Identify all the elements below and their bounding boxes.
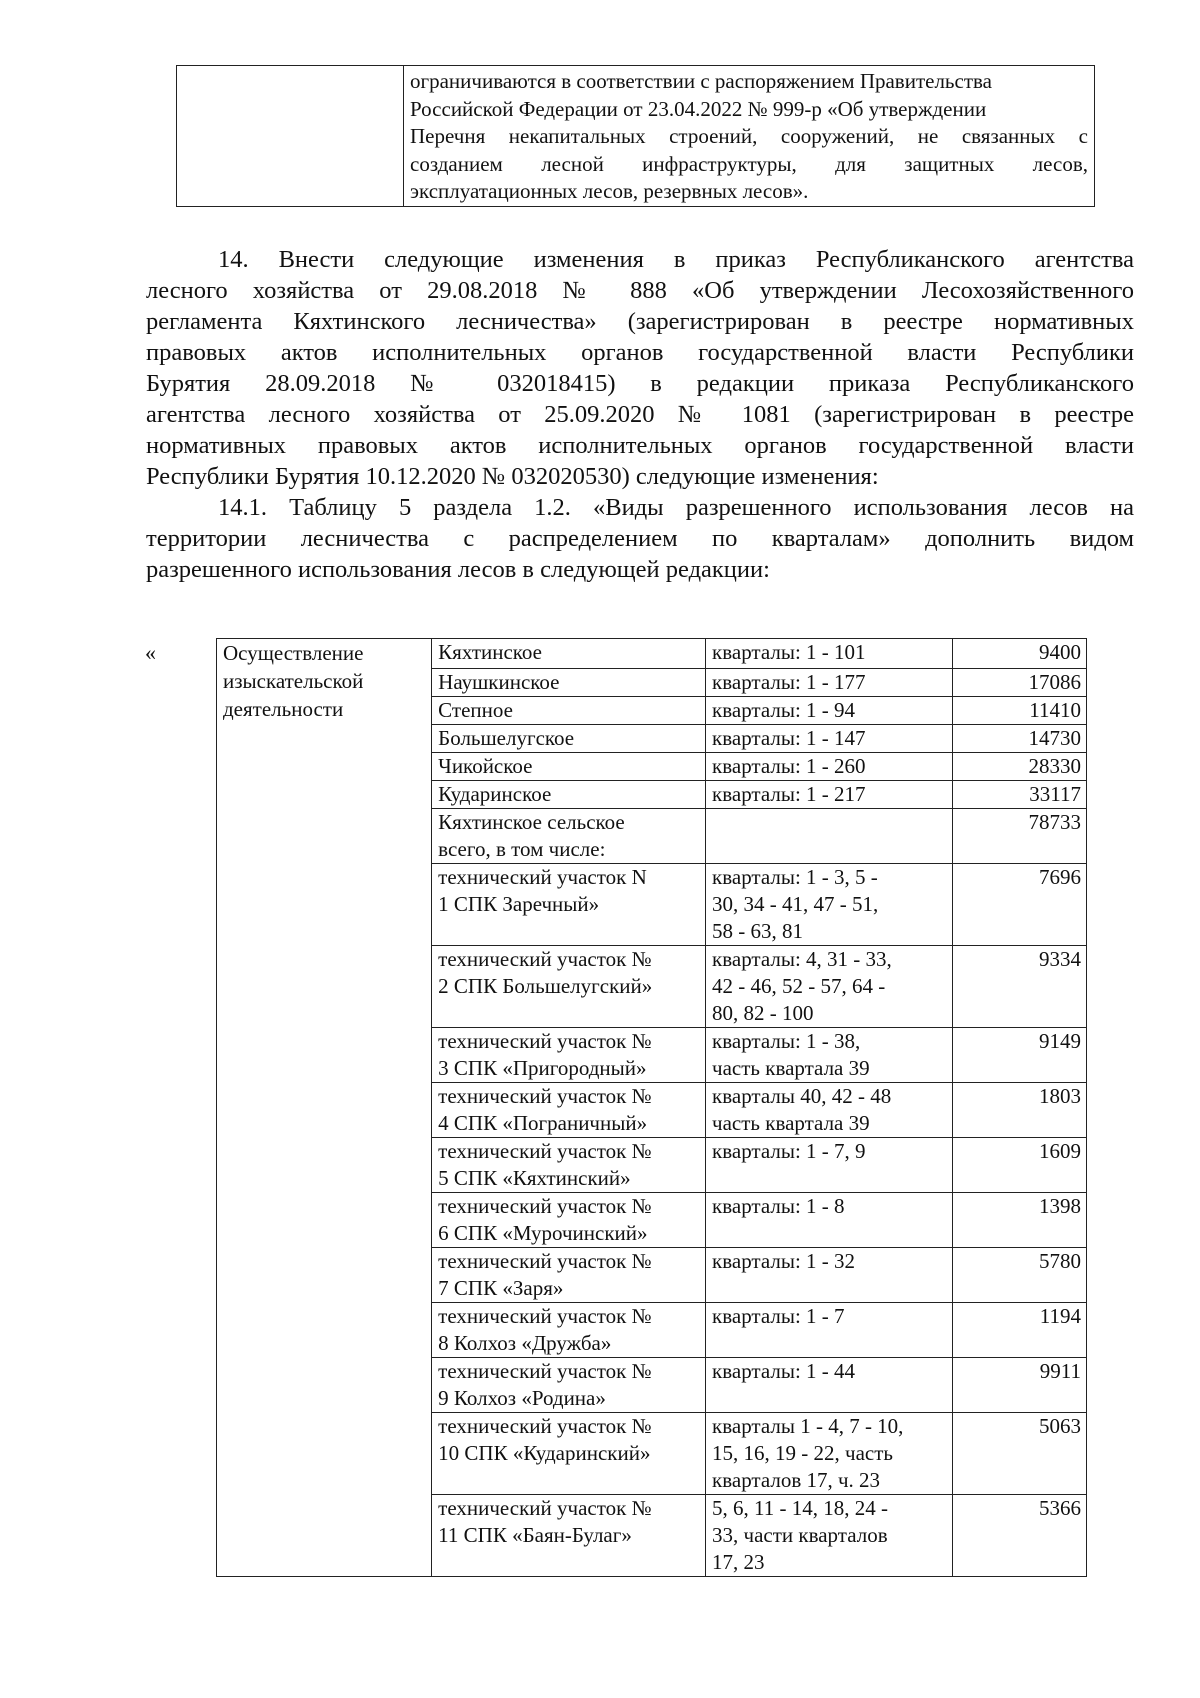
continuation-line: эксплуатационных лесов, резервных лесов». — [410, 179, 809, 203]
kvartal-line: кварталы: 1 - 94 — [712, 698, 856, 722]
kvartal-line: кварталы: 1 - 44 — [712, 1359, 856, 1383]
continuation-line: Российской Федерации от 23.04.2022 № 999-р «Об утверждении — [410, 96, 987, 121]
paragraph-line: разрешенного использования лесов в следующей редакции: — [146, 556, 770, 583]
forestry-cell — [432, 1193, 706, 1248]
kvartal-cell — [706, 946, 953, 1028]
area-cell: 9149 — [953, 1028, 1087, 1083]
paragraph-line: 14.1. Таблицу 5 раздела 1.2. «Виды разрешенного использования лесов на — [218, 494, 1134, 521]
forestry-line: технический участок № — [438, 1249, 652, 1273]
forestry-line: 9 Колхоз «Родина» — [438, 1386, 606, 1410]
kvartal-line: кварталы 1 - 4, 7 - 10, — [712, 1414, 904, 1438]
kvartal-cell — [706, 725, 953, 753]
paragraph-line: лесного хозяйства от 29.08.2018 № 888 «Об утверждении Лесохозяйственного — [146, 277, 1134, 304]
kvartal-line: кварталы: 1 - 3, 5 - — [712, 865, 878, 889]
area-cell: 1398 — [953, 1193, 1087, 1248]
paragraph-line: Бурятия 28.09.2018 № 032018415) в редакции приказа Республиканского — [146, 370, 1134, 397]
forestry-line: технический участок № — [438, 1359, 652, 1383]
area-cell: 28330 — [953, 753, 1087, 781]
area-cell: 5780 — [953, 1248, 1087, 1303]
area-cell: 5366 — [953, 1495, 1087, 1577]
continuation-line: Перечня некапитальных строений, сооружений, не связанных с — [410, 124, 1088, 148]
paragraph-line: регламента Кяхтинского лесничества» (зарегистрирован в реестре нормативных — [146, 308, 1134, 335]
area-cell: 5063 — [953, 1413, 1087, 1495]
area-cell: 17086 — [953, 669, 1087, 697]
forestry-cell — [432, 725, 706, 753]
forestry-line: технический участок № — [438, 1304, 652, 1328]
kvartal-cell — [706, 1303, 953, 1358]
forestry-line: Чикойское — [438, 754, 533, 778]
forestry-cell — [432, 1083, 706, 1138]
paragraph-line: агентства лесного хозяйства от 25.09.2020 № 1081 (зарегистрирован в реестре — [146, 401, 1134, 428]
forestry-cell — [432, 1358, 706, 1413]
forestry-cell — [432, 1248, 706, 1303]
area-cell: 9911 — [953, 1358, 1087, 1413]
kvartal-cell — [706, 639, 953, 669]
forestry-line: 5 СПК «Кяхтинский» — [438, 1166, 631, 1190]
paragraph-line: нормативных правовых актов исполнительных органов государственной власти — [146, 432, 1134, 459]
kvartal-line: 5, 6, 11 - 14, 18, 24 - — [712, 1496, 888, 1520]
forestry-line: технический участок N — [438, 865, 647, 889]
kvartal-line: кварталы: 1 - 32 — [712, 1249, 856, 1273]
forestry-line: Большелугское — [438, 726, 575, 750]
forestry-cell — [432, 697, 706, 725]
paragraph-14-1 — [146, 492, 1134, 585]
forestry-cell — [432, 809, 706, 864]
forest-use-table — [216, 638, 1087, 1577]
table-row — [217, 639, 1087, 669]
forestry-line: технический участок № — [438, 1496, 652, 1520]
kvartal-line: кварталы: 1 - 217 — [712, 782, 866, 806]
kvartal-cell — [706, 864, 953, 946]
forestry-line: всего, в том числе: — [438, 837, 606, 861]
kvartal-line: 17, 23 — [712, 1550, 765, 1574]
continuation-text-cell — [404, 66, 1095, 207]
forestry-line: технический участок № — [438, 1194, 652, 1218]
kvartal-cell — [706, 753, 953, 781]
forestry-cell — [432, 1028, 706, 1083]
kvartal-cell — [706, 781, 953, 809]
continuation-empty-cell — [177, 66, 404, 207]
continuation-table — [176, 65, 1095, 207]
activity-line: Осуществление — [223, 641, 364, 665]
area-cell: 78733 — [953, 809, 1087, 864]
continuation-line: ограничиваются в соответствии с распоряжением Правительства — [410, 69, 992, 93]
forestry-line: Кударинское — [438, 782, 552, 806]
forestry-line: технический участок № — [438, 1029, 652, 1053]
forestry-line: Наушкинское — [438, 670, 560, 694]
forestry-line: технический участок № — [438, 1084, 652, 1108]
kvartal-line: 15, 16, 19 - 22, часть — [712, 1441, 893, 1465]
forestry-line: Кяхтинское сельское — [438, 810, 625, 834]
kvartal-line: кварталы: 1 - 8 — [712, 1194, 845, 1218]
forestry-line: 1 СПК Заречный» — [438, 892, 600, 916]
forestry-line: 7 СПК «Заря» — [438, 1276, 564, 1300]
kvartal-line: часть квартала 39 — [712, 1111, 870, 1135]
kvartal-line: кварталов 17, ч. 23 — [712, 1468, 881, 1492]
forestry-line: Степное — [438, 698, 513, 722]
kvartal-cell — [706, 1358, 953, 1413]
forestry-cell — [432, 639, 706, 669]
area-cell: 1803 — [953, 1083, 1087, 1138]
forestry-line: 2 СПК Большелугский» — [438, 974, 653, 998]
kvartal-line: 58 - 63, 81 — [712, 919, 804, 943]
kvartal-line: кварталы: 1 - 260 — [712, 754, 866, 778]
opening-quote: « — [145, 640, 156, 665]
kvartal-line: 33, части кварталов — [712, 1523, 888, 1547]
kvartal-cell — [706, 1495, 953, 1577]
area-cell: 9334 — [953, 946, 1087, 1028]
kvartal-cell — [706, 1248, 953, 1303]
area-cell: 33117 — [953, 781, 1087, 809]
forestry-cell — [432, 669, 706, 697]
kvartal-line: 80, 82 - 100 — [712, 1001, 814, 1025]
forestry-line: 11 СПК «Баян-Булаг» — [438, 1523, 632, 1547]
kvartal-cell — [706, 1193, 953, 1248]
paragraph-14 — [146, 244, 1134, 492]
area-cell: 9400 — [953, 639, 1087, 669]
kvartal-line: кварталы: 1 - 7, 9 — [712, 1139, 866, 1163]
kvartal-line: кварталы: 4, 31 - 33, — [712, 947, 892, 971]
kvartal-line: кварталы 40, 42 - 48 — [712, 1084, 892, 1108]
forestry-cell — [432, 1495, 706, 1577]
kvartal-cell — [706, 809, 953, 864]
area-cell: 1194 — [953, 1303, 1087, 1358]
forestry-cell — [432, 864, 706, 946]
continuation-line: созданием лесной инфраструктуры, для защитных лесов, — [410, 151, 1088, 176]
area-cell: 7696 — [953, 864, 1087, 946]
kvartal-line: 42 - 46, 52 - 57, 64 - — [712, 974, 886, 998]
kvartal-cell — [706, 1083, 953, 1138]
paragraph-line: 14. Внести следующие изменения в приказ Республиканского агентства — [218, 246, 1134, 273]
forestry-line: 3 СПК «Пригородный» — [438, 1056, 647, 1080]
forestry-cell — [432, 1303, 706, 1358]
forestry-line: 10 СПК «Кударинский» — [438, 1441, 651, 1465]
kvartal-line: кварталы: 1 - 177 — [712, 670, 866, 694]
area-cell: 14730 — [953, 725, 1087, 753]
activity-line: деятельности — [223, 697, 344, 721]
forestry-cell — [432, 946, 706, 1028]
forestry-line: технический участок № — [438, 1414, 652, 1438]
forestry-line: 4 СПК «Пограничный» — [438, 1111, 648, 1135]
forest-use-table-body — [217, 639, 1087, 1577]
area-cell: 11410 — [953, 697, 1087, 725]
forestry-line: 6 СПК «Мурочинский» — [438, 1221, 648, 1245]
kvartal-line: кварталы: 1 - 147 — [712, 726, 866, 750]
paragraph-line: Республики Бурятия 10.12.2020 № 032020530) следующие изменения: — [146, 463, 879, 490]
area-cell: 1609 — [953, 1138, 1087, 1193]
kvartal-line: часть квартала 39 — [712, 1056, 870, 1080]
kvartal-line: 30, 34 - 41, 47 - 51, — [712, 892, 879, 916]
activity-cell — [217, 639, 432, 1577]
kvartal-line: кварталы: 1 - 7 — [712, 1304, 845, 1328]
kvartal-cell — [706, 669, 953, 697]
paragraph-line: территории лесничества с распределением по кварталам» дополнить видом — [146, 525, 1134, 552]
forestry-line: 8 Колхоз «Дружба» — [438, 1331, 612, 1355]
paragraph-line: правовых актов исполнительных органов государственной власти Республики — [146, 339, 1134, 366]
forestry-line: технический участок № — [438, 1139, 652, 1163]
kvartal-line: кварталы: 1 - 38, — [712, 1029, 861, 1053]
forestry-cell — [432, 781, 706, 809]
kvartal-cell — [706, 1028, 953, 1083]
kvartal-cell — [706, 697, 953, 725]
kvartal-cell — [706, 1413, 953, 1495]
kvartal-line: кварталы: 1 - 101 — [712, 640, 866, 664]
forestry-cell — [432, 1413, 706, 1495]
forestry-cell — [432, 1138, 706, 1193]
forestry-line: технический участок № — [438, 947, 652, 971]
kvartal-cell — [706, 1138, 953, 1193]
forestry-cell — [432, 753, 706, 781]
forestry-line: Кяхтинское — [438, 640, 543, 664]
activity-line: изыскательской — [223, 669, 364, 693]
